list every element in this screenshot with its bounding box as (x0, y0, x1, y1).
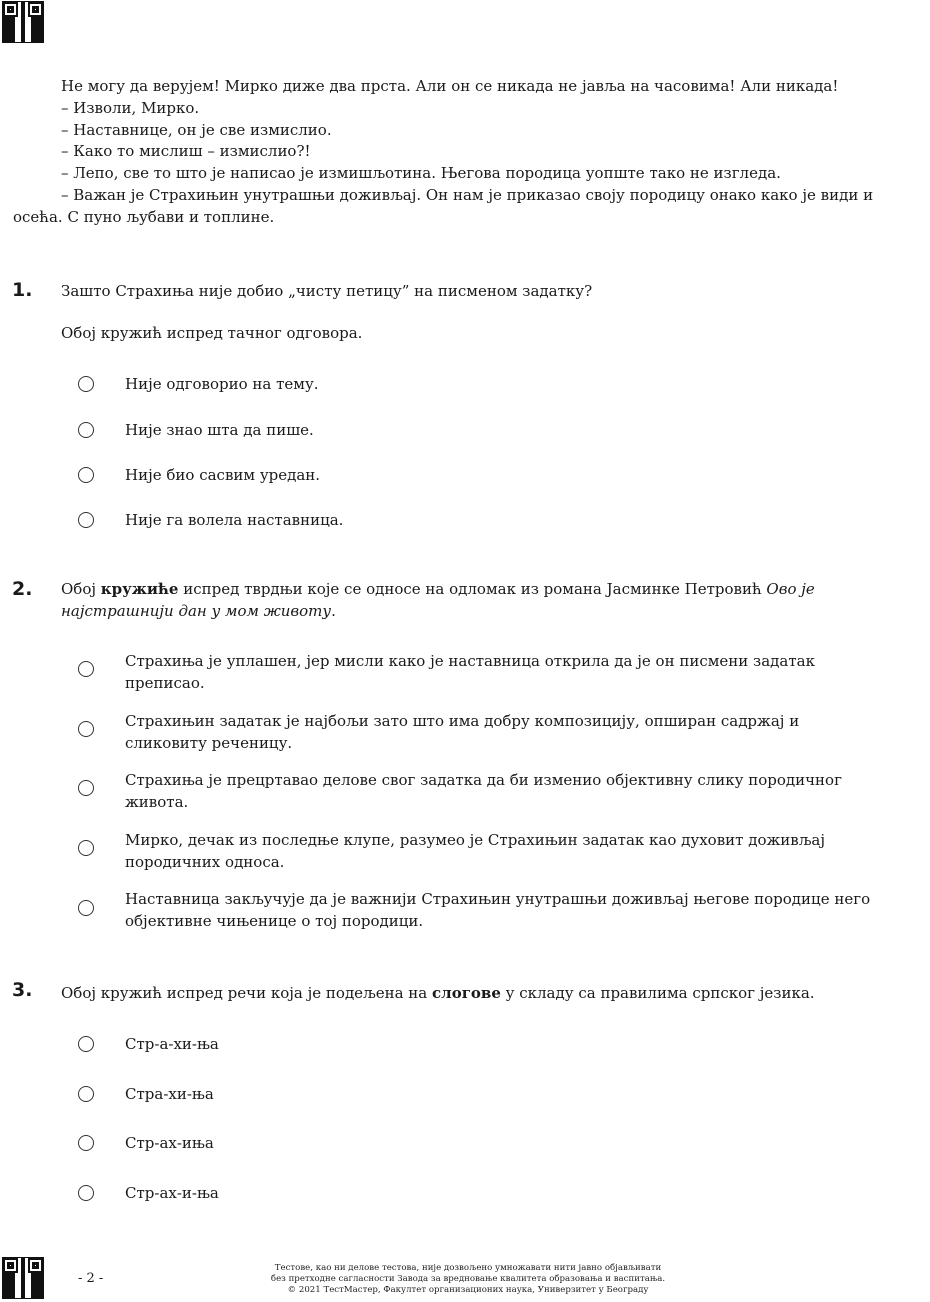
question-1-number: 1. (12, 279, 33, 301)
option-label: Страхиња је уплашен, јер мисли како је наставница открила да је он писмени задатак преписао. (125, 652, 815, 692)
page-number: - 2 - (78, 1271, 104, 1286)
passage-line: Не могу да верујем! Мирко диже два прста. Али он се никада не јавља на часовима! Али никада! (61, 77, 839, 95)
option-label: Није знао шта да пише. (125, 421, 314, 439)
passage-line: – Како то мислиш – измислио?! (61, 142, 311, 161)
q3-text-part: Обој кружић испред речи која је подељена на (61, 984, 432, 1002)
option-label: Стра-хи-ња (125, 1085, 214, 1103)
answer-circle[interactable] (78, 1185, 94, 1201)
answer-circle[interactable] (78, 376, 94, 392)
answer-circle[interactable] (78, 422, 94, 438)
option-label: Страхињин задатак је најбољи зато што има добру композицију, опширан садржај и сликовиту реченицу. (125, 712, 800, 752)
answer-circle[interactable] (78, 1135, 94, 1151)
answer-circle[interactable] (78, 780, 94, 796)
q2-text-part: . (331, 602, 336, 620)
copyright-line: © 2021 ТестМастер, Факултет организационих наука, Универзитет у Београду (287, 1285, 649, 1295)
option-label: Стр-ах-и-ња (125, 1184, 219, 1202)
question-3-number: 3. (12, 979, 33, 1001)
option-label: Наставница закључује да је важнији Страхињин унутрашњи доживљај његове породице него објективне чињенице о тој породици. (125, 890, 871, 930)
q2-text-bold: кружиће (100, 580, 179, 598)
option-label: Стр-ах-иња (125, 1134, 214, 1152)
novel-title: Ово је најстрашнији дан у мом животу (61, 580, 815, 620)
copyright-notice (218, 1263, 718, 1296)
question-2-number: 2. (12, 578, 33, 600)
question-1-text: Зашто Страхиња није добио „чисту петицу” на писменом задатку? (61, 282, 593, 300)
answer-circle[interactable] (78, 467, 94, 483)
passage-line: – Наставнице, он је све измислио. (61, 120, 332, 139)
q3-text-bold: слогове (432, 984, 501, 1002)
answer-circle[interactable] (78, 840, 94, 856)
qr-code-bottom (3, 1258, 43, 1298)
answer-circle[interactable] (78, 900, 94, 916)
answer-circle[interactable] (78, 1086, 94, 1102)
copyright-line: без претходне сагласности Завода за вредновање квалитета образовања и васпитања. (270, 1274, 666, 1284)
passage-line: осећа. С пуно љубави и топлине. (13, 207, 275, 226)
question-1-instruction: Обој кружић испред тачног одговора. (61, 324, 363, 342)
answer-circle[interactable] (78, 1036, 94, 1052)
option-label: Стр-а-хи-ња (125, 1035, 219, 1053)
option-label: Није одговорио на тему. (125, 375, 319, 393)
copyright-line: Тестове, као ни делове тестова, није дозвољено умножавати нити јавно објављивати (274, 1263, 662, 1273)
option-label: Страхиња је прецртавао делове свог задатка да би изменио објективну слику породичног живота. (125, 771, 842, 811)
option-label: Није га волела наставница. (125, 511, 344, 529)
option-label: Мирко, дечак из последње клупе, разумео је Страхињин задатак као духовит доживљај породичних односа. (125, 831, 825, 871)
qr-code-top (3, 2, 43, 42)
q2-text-part: испред тврдњи које се односе на одломак из романа Јасминке Петровић (178, 580, 767, 598)
option-label: Није био сасвим уредан. (125, 466, 321, 484)
passage-line: – Важан је Страхињин унутрашњи доживљај. Он нам је приказао своју породицу онако како је види и (61, 185, 874, 204)
answer-circle[interactable] (78, 512, 94, 528)
question-2-text (61, 578, 891, 622)
answer-circle[interactable] (78, 661, 94, 677)
passage-line: – Изволи, Мирко. (61, 98, 200, 117)
reading-passage (0, 76, 900, 229)
answer-circle[interactable] (78, 721, 94, 737)
q2-text-part: Обој (61, 580, 101, 598)
passage-line: – Лепо, све то што је написао је измишљотина. Његова породица уопште тако не изгледа. (61, 164, 781, 183)
q3-text-part: у складу са правилима српског језика. (500, 984, 815, 1002)
question-3-text (61, 982, 891, 1004)
